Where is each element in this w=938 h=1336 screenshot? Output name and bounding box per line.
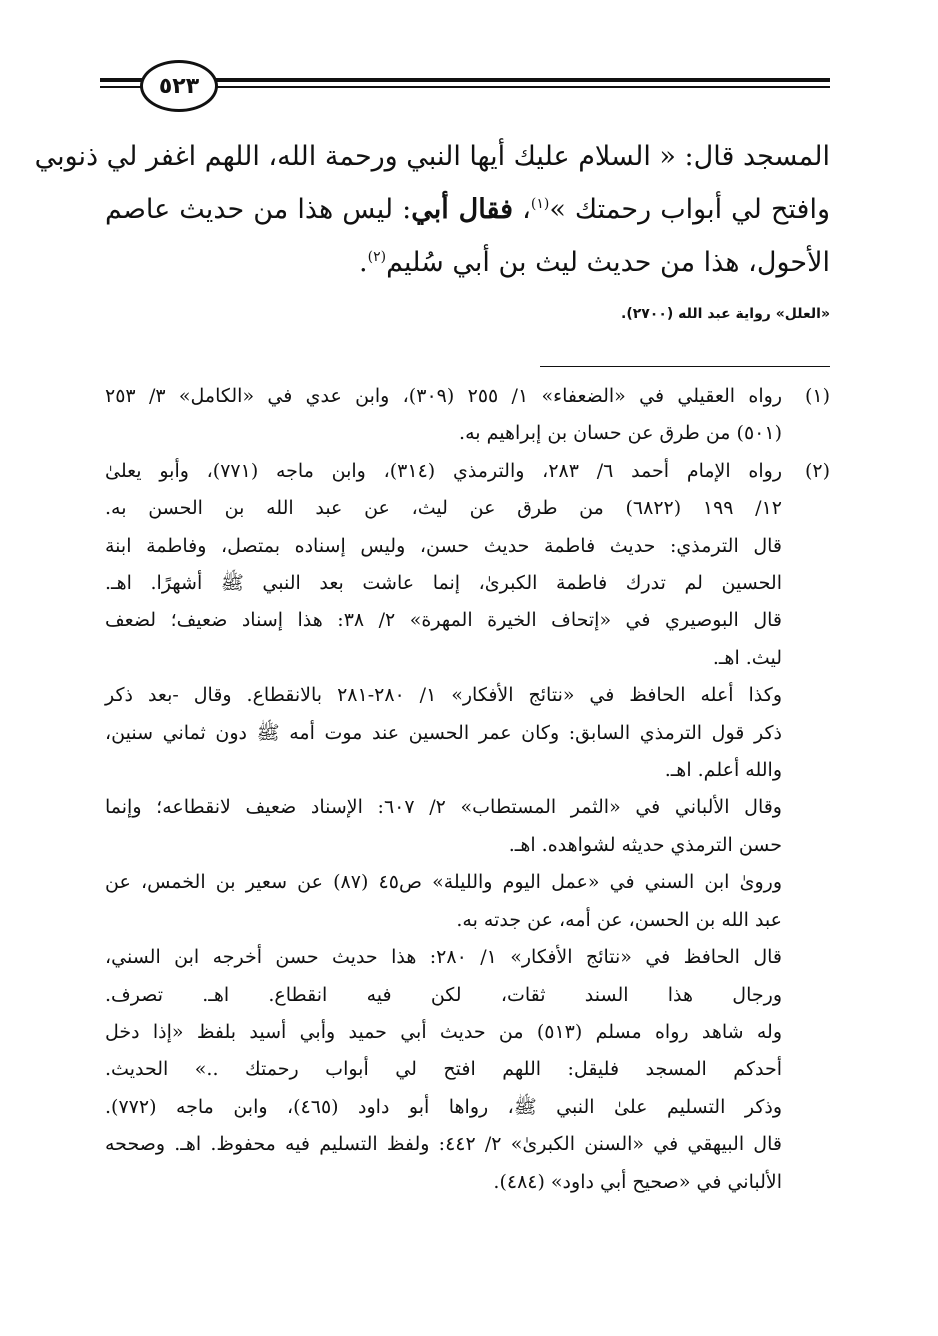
footnote-line: ١٢/ ١٩٩ (٦٨٢٢) من طرق عن ليث، عن عبد الله بن الحسن به. [105,497,783,520]
footnote-line: ليث. اهـ. [712,646,782,669]
footnote-line: ذكر قول الترمذي السابق: وكان عمر الحسين عند موت أمه ﷺ دون ثماني سنين، [105,721,782,744]
main-text-segment: الأحول، هذا من حديث ليث بن أبي سُليم [386,247,830,278]
footnote-line: قال الحافظ في «نتائج الأفكار» ١/ ٢٨٠: هذا حديث حسن أخرجه ابن السني، [105,946,782,969]
footnote-number: (٢) [804,459,830,482]
main-line-2 [105,183,830,236]
footnote-number: (١) [804,385,830,407]
main-line-3 [105,236,830,289]
footnote-line: رواه العقيلي في «الضعفاء» ١/ ٢٥٥ (٣٠٩)، وابن عدي في «الكامل» ٣/ ٢٥٣ [105,385,782,407]
footnote-line: (٥٠١) من طرق عن حسان بن إبراهيم به. [459,422,782,445]
main-text-segment: وافتح لي أبواب رحمتك » [549,194,830,225]
footnote-line: قال البيهقي في «السنن الكبرىٰ» ٢/ ٤٤٢: ولفظ التسليم فيه محفوظ. اهـ. وصححه [105,1133,782,1156]
footnote-line: الألباني في «صحيح أبي داود» (٤٨٤). [493,1170,782,1193]
footnote-ref-1[interactable]: (١) [530,196,550,212]
footnote-divider [540,366,830,367]
footnote-line: وذكر التسليم علىٰ النبي ﷺ، رواها أبو داود (٤٦٥)، وابن ماجه (٧٧٢). [105,1095,782,1118]
main-text-segment: : ليس هذا من حديث عاصم [105,194,412,225]
footnote-line: وله شاهد رواه مسلم (٥١٣) من حديث أبي حميد وأبي أسيد بلفظ «إذا دخل [105,1020,783,1043]
footnote-body [105,453,782,1201]
footnote-line: الحسين لم تدرك فاطمة الكبرىٰ، إنما عاشت بعد النبي ﷺ أشهرًا. اهـ. [105,572,782,595]
main-line-1 [34,130,830,183]
footnote-line: والله أعلم. اهـ. [664,759,782,782]
footnote-line: وقال الألباني في «الثمر المستطاب» ٢/ ٦٠٧: الإسناد ضعيف لانقطاعه؛ وإنما [105,796,782,819]
page-number: ٥٢٣ [140,60,218,112]
footnote-2 [105,453,830,1201]
footnote-line: ورجال هذا السند ثقات، لكن فيه انقطاع. اهـ. تصرف. [105,983,782,1006]
footnote-line: وروىٰ ابن السني في «عمل اليوم والليلة» ص٤٥ (٨٧) عن سعير بن الخمس، عن [105,871,783,894]
footnotes [105,378,830,1201]
footnote-line: قال البوصيري في «إتحاف الخيرة المهرة» ٢/ ٣٨: هذا إسناد ضعيف؛ لضعف [105,609,782,632]
footnote-ref-2[interactable]: (٢) [367,249,387,265]
footnote-line: عبد الله بن الحسن، عن أمه، عن جدته به. [456,908,782,931]
main-body [34,130,830,289]
speaker-label: فقال أبي [411,194,514,225]
source-reference: «العلل» رواية عبد الله (٢٧٠٠). [621,306,830,322]
footnote-line: رواه الإمام أحمد ٦/ ٢٨٣، والترمذي (٣١٤)، وابن ماجه (٧٧١)، وأبو يعلىٰ [105,459,783,482]
footnote-line: قال الترمذي: حديث فاطمة حديث حسن، وليس إسناده بمتصل، وفاطمة ابنة [105,534,782,557]
main-text-segment: . [359,247,368,278]
main-text-segment: ، [513,194,531,225]
main-text-segment: المسجد قال: « السلام عليك أيها النبي ورحمة الله، اللهم اغفر لي ذنوبي [34,141,830,172]
footnote-line: حسن الترمذي حديثه لشواهده. اهـ. [508,833,782,856]
page-header [100,52,830,112]
footnote-body [105,378,782,453]
footnote-1 [105,378,830,453]
footnote-line: أحدكم المسجد فليقل: اللهم افتح لي أبواب رحمتك ..» الحديث. [105,1058,782,1081]
footnote-line: وكذا أعله الحافظ في «نتائج الأفكار» ١/ ٢٨٠-٢٨١ بالانقطاع. وقال -بعد ذكر [105,684,782,707]
